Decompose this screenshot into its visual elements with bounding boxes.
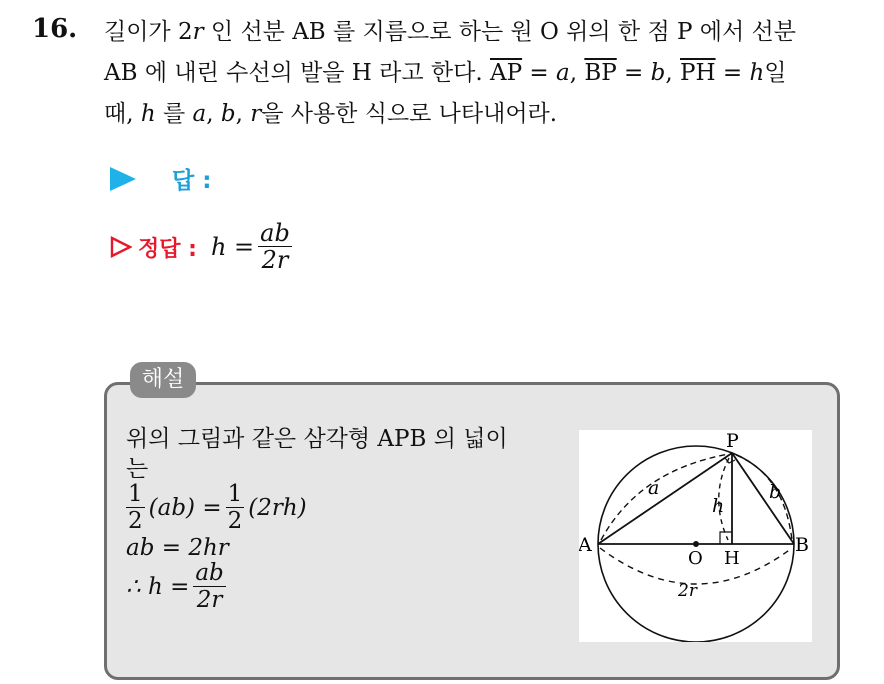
- label-b: B: [795, 534, 809, 556]
- correct-triangle-icon: [110, 236, 132, 258]
- fraction-denominator: 2r: [261, 246, 289, 275]
- circle-figure: [579, 430, 812, 642]
- question-number: 16.: [32, 14, 78, 44]
- correct-answer-label: 정답 :: [138, 236, 197, 262]
- explanation-equation-3: [126, 561, 566, 614]
- explanation-equation-2: ab = 2hr: [126, 534, 229, 561]
- label-side-a: a: [648, 477, 660, 499]
- question-line-2: AB 에 내린 수선의 발을 H 라고 한다. $\overline{AP} = a$, $\overline{BP} = b$, $\overline{PH} = h$일: [104, 60, 787, 86]
- question-text: [104, 12, 874, 135]
- fraction-denominator: 2: [128, 508, 143, 535]
- answer-label: 답 :: [172, 168, 212, 194]
- label-p: P: [726, 430, 739, 452]
- answer-row: [110, 162, 211, 195]
- explanation-line-2: 는: [126, 456, 149, 482]
- question-line-1: 길이가 2r 인 선분 AB 를 지름으로 하는 원 O 위의 한 점 P 에서 선분: [104, 19, 796, 45]
- half-fraction-right: [226, 482, 245, 535]
- label-a: A: [579, 534, 592, 556]
- explanation-tag: 해설: [130, 362, 196, 398]
- right-angle-mark-h: [720, 532, 732, 544]
- arc-a: [601, 454, 729, 540]
- point-o: [693, 541, 699, 547]
- answer-triangle-icon: [110, 167, 136, 191]
- label-h: H: [724, 548, 740, 569]
- question-line-3: 때, h 를 a, b, r을 사용한 식으로 나타내어라.: [104, 101, 558, 127]
- explanation-line-1: 위의 그림과 같은 삼각형 APB 의 넓이: [126, 426, 508, 452]
- label-side-h: h: [712, 495, 725, 517]
- correct-answer-lhs: h =: [210, 233, 255, 262]
- fraction-numerator: ab: [260, 219, 290, 247]
- fraction-numerator: 1: [128, 481, 143, 507]
- equation-1-end: (2rh): [248, 495, 307, 522]
- correct-answer-row: [110, 220, 296, 275]
- equation-1-middle: (ab) =: [148, 495, 222, 522]
- fraction-denominator: 2r: [196, 587, 223, 614]
- equation-3-lhs: ∴ h =: [126, 574, 190, 601]
- segment-bp: [732, 453, 794, 544]
- equation-3-fraction: [193, 561, 225, 614]
- fraction-denominator: 2: [227, 508, 243, 535]
- fraction-numerator: ab: [195, 559, 224, 586]
- label-o: O: [688, 548, 703, 569]
- label-side-b: b: [769, 481, 782, 503]
- half-fraction-left: [126, 482, 145, 535]
- explanation-equation-1: [126, 482, 566, 535]
- correct-answer-expression: [211, 220, 296, 275]
- correct-answer-fraction: [258, 220, 292, 275]
- fraction-numerator: 1: [227, 481, 243, 507]
- label-diameter: 2r: [678, 581, 697, 601]
- circle-diagram: [579, 430, 812, 642]
- explanation-text: [126, 422, 566, 613]
